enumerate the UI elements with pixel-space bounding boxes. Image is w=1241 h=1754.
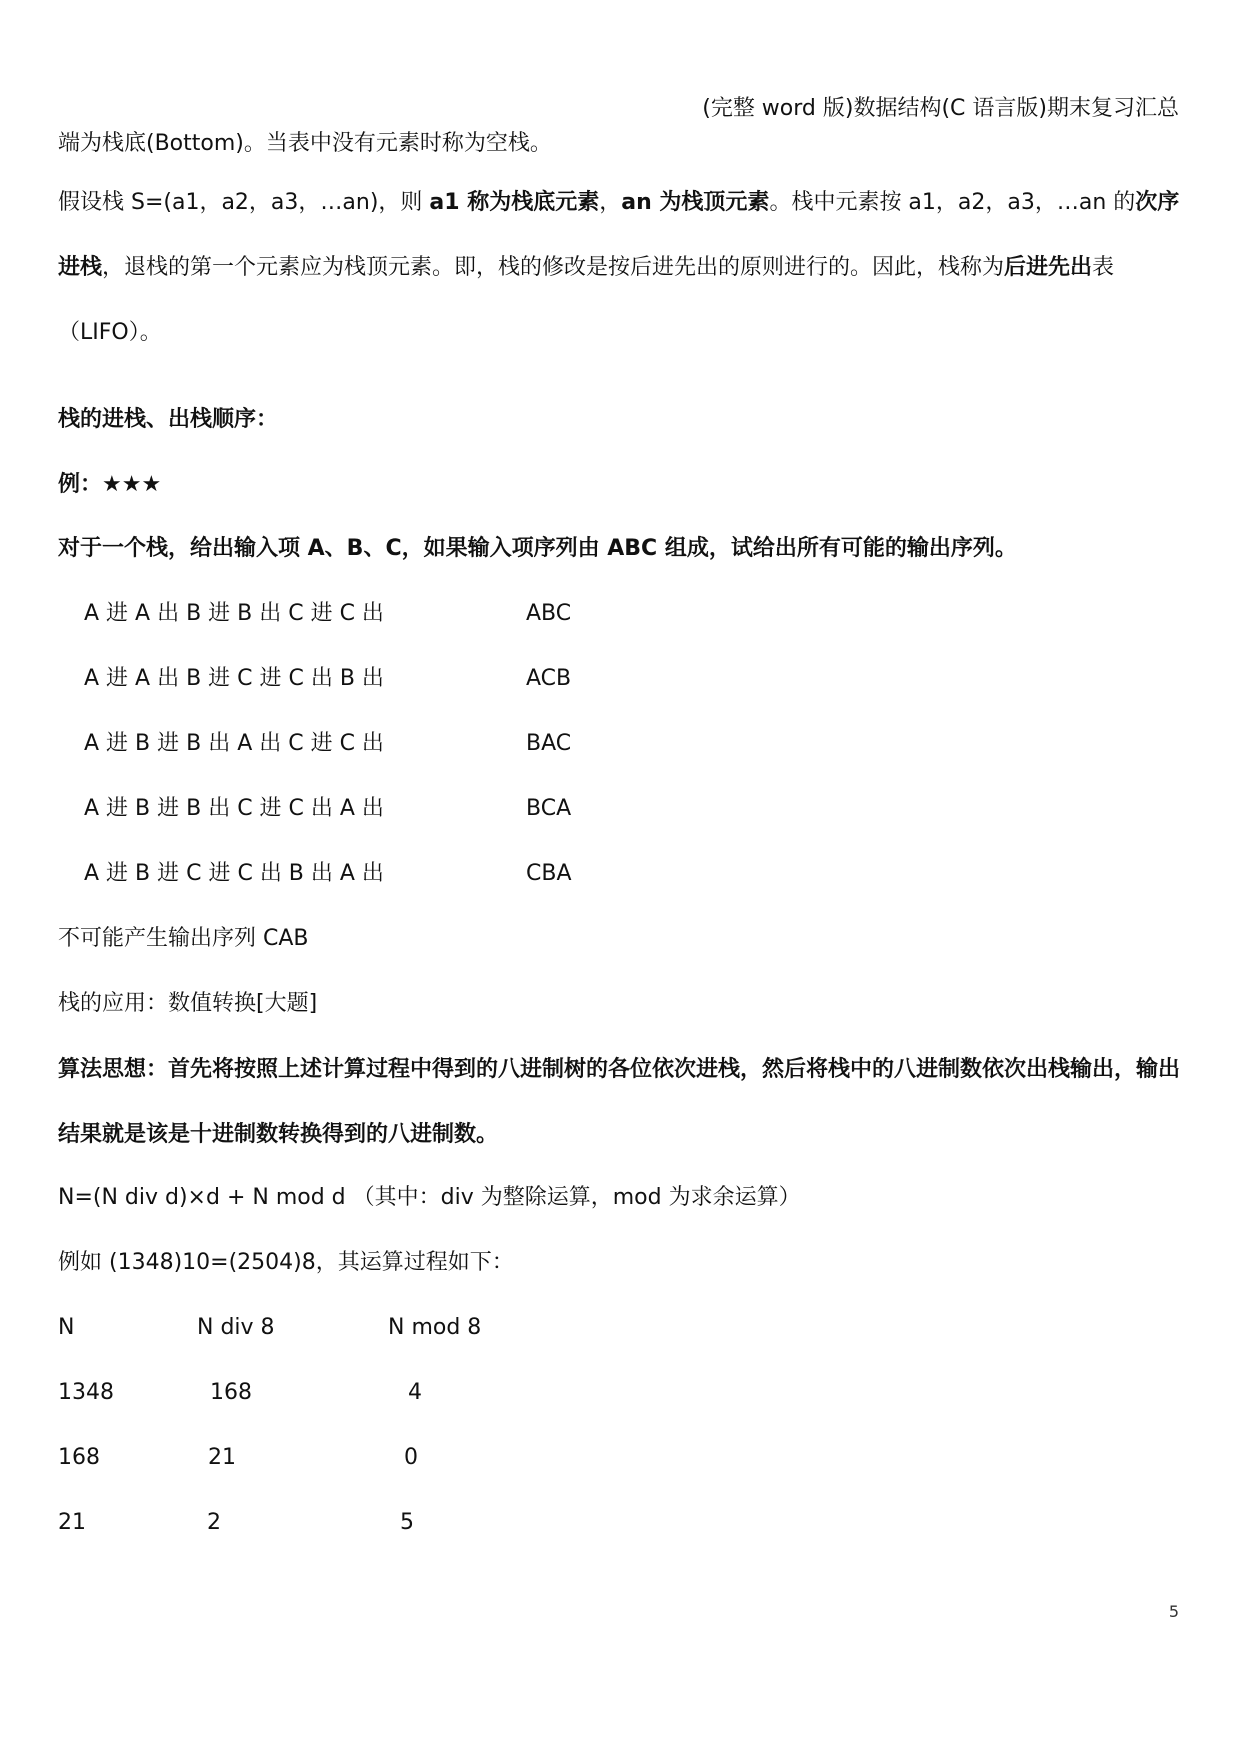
stack-definition-paragraph <box>58 170 1183 365</box>
page-number: 5 <box>1168 1602 1179 1621</box>
table-cell: 1348 <box>58 1380 114 1405</box>
question-text: 对于一个栈，给出输入项 A、B、C，如果输入项序列由 ABC 组成，试给出所有可能的输出序列。 <box>58 536 1017 561</box>
example-label: 例：★★★ <box>58 472 162 497</box>
sequence-ops: A 进 A 出 B 进 B 出 C 进 C 出 <box>84 601 384 626</box>
order-heading: 栈的进栈、出栈顺序： <box>58 407 279 432</box>
sequence-ops: A 进 B 进 C 进 C 出 B 出 A 出 <box>84 861 384 886</box>
conversion-formula: N=(N div d)×d + N mod d （其中：div 为整除运算，mod 为求余运算） <box>58 1185 801 1210</box>
table-header-mod: N mod 8 <box>388 1315 482 1340</box>
definition-text: ，退栈的第一个元素应为栈顶元素。即，栈的修改是按后进先出的原则进行的。因此，栈称为 <box>102 255 1005 280</box>
algorithm-paragraph: 算法思想：首先将按照上述计算过程中得到的八进制树的各位依次进栈，然后将栈中的八进制数依次出栈输出，输出结果就是该是十进制数转换得到的八进制数。 <box>58 1057 1181 1147</box>
table-cell: 2 <box>207 1510 221 1535</box>
definition-text: 假设栈 S=(a1，a2，a3，…an)，则 <box>58 190 430 215</box>
table-cell: 21 <box>58 1510 86 1535</box>
sequence-output: ABC <box>526 601 572 626</box>
definition-text: ， <box>599 190 622 215</box>
definition-text: 。栈中元素按 a1，a2，a3，…an 的 <box>769 190 1136 215</box>
table-cell: 0 <box>404 1445 418 1470</box>
definition-bold: a1 称为栈底元素 <box>429 190 600 215</box>
impossible-note: 不可能产生输出序列 CAB <box>58 926 309 951</box>
table-header-n: N <box>58 1315 75 1340</box>
running-header: (完整 word 版)数据结构(C 语言版)期末复习汇总 <box>702 96 1179 121</box>
table-cell: 168 <box>58 1445 100 1470</box>
definition-bold: 后进先出 <box>1004 255 1093 280</box>
sequence-ops: A 进 B 进 B 出 A 出 C 进 C 出 <box>84 731 384 756</box>
definition-bold: an 为栈顶元素 <box>621 190 770 215</box>
example-calculation: 例如 (1348)10=(2504)8，其运算过程如下： <box>58 1250 514 1275</box>
sequence-output: BCA <box>526 796 572 821</box>
sequence-output: CBA <box>526 861 572 886</box>
table-cell: 21 <box>208 1445 236 1470</box>
table-cell: 5 <box>400 1510 414 1535</box>
sequence-ops: A 进 B 进 B 出 C 进 C 出 A 出 <box>84 796 384 821</box>
table-header-div: N div 8 <box>197 1315 275 1340</box>
sequence-output: BAC <box>526 731 572 756</box>
table-cell: 168 <box>210 1380 252 1405</box>
definition-bold: 次序进栈 <box>58 190 1180 280</box>
definition-text: 表（LIFO）。 <box>58 255 1115 345</box>
sequence-ops: A 进 A 出 B 进 C 进 C 出 B 出 <box>84 666 384 691</box>
sequence-output: ACB <box>526 666 572 691</box>
application-heading: 栈的应用：数值转换[大题] <box>58 991 318 1016</box>
table-cell: 4 <box>408 1380 422 1405</box>
intro-line: 端为栈底(Bottom)。当表中没有元素时称为空栈。 <box>58 131 552 156</box>
